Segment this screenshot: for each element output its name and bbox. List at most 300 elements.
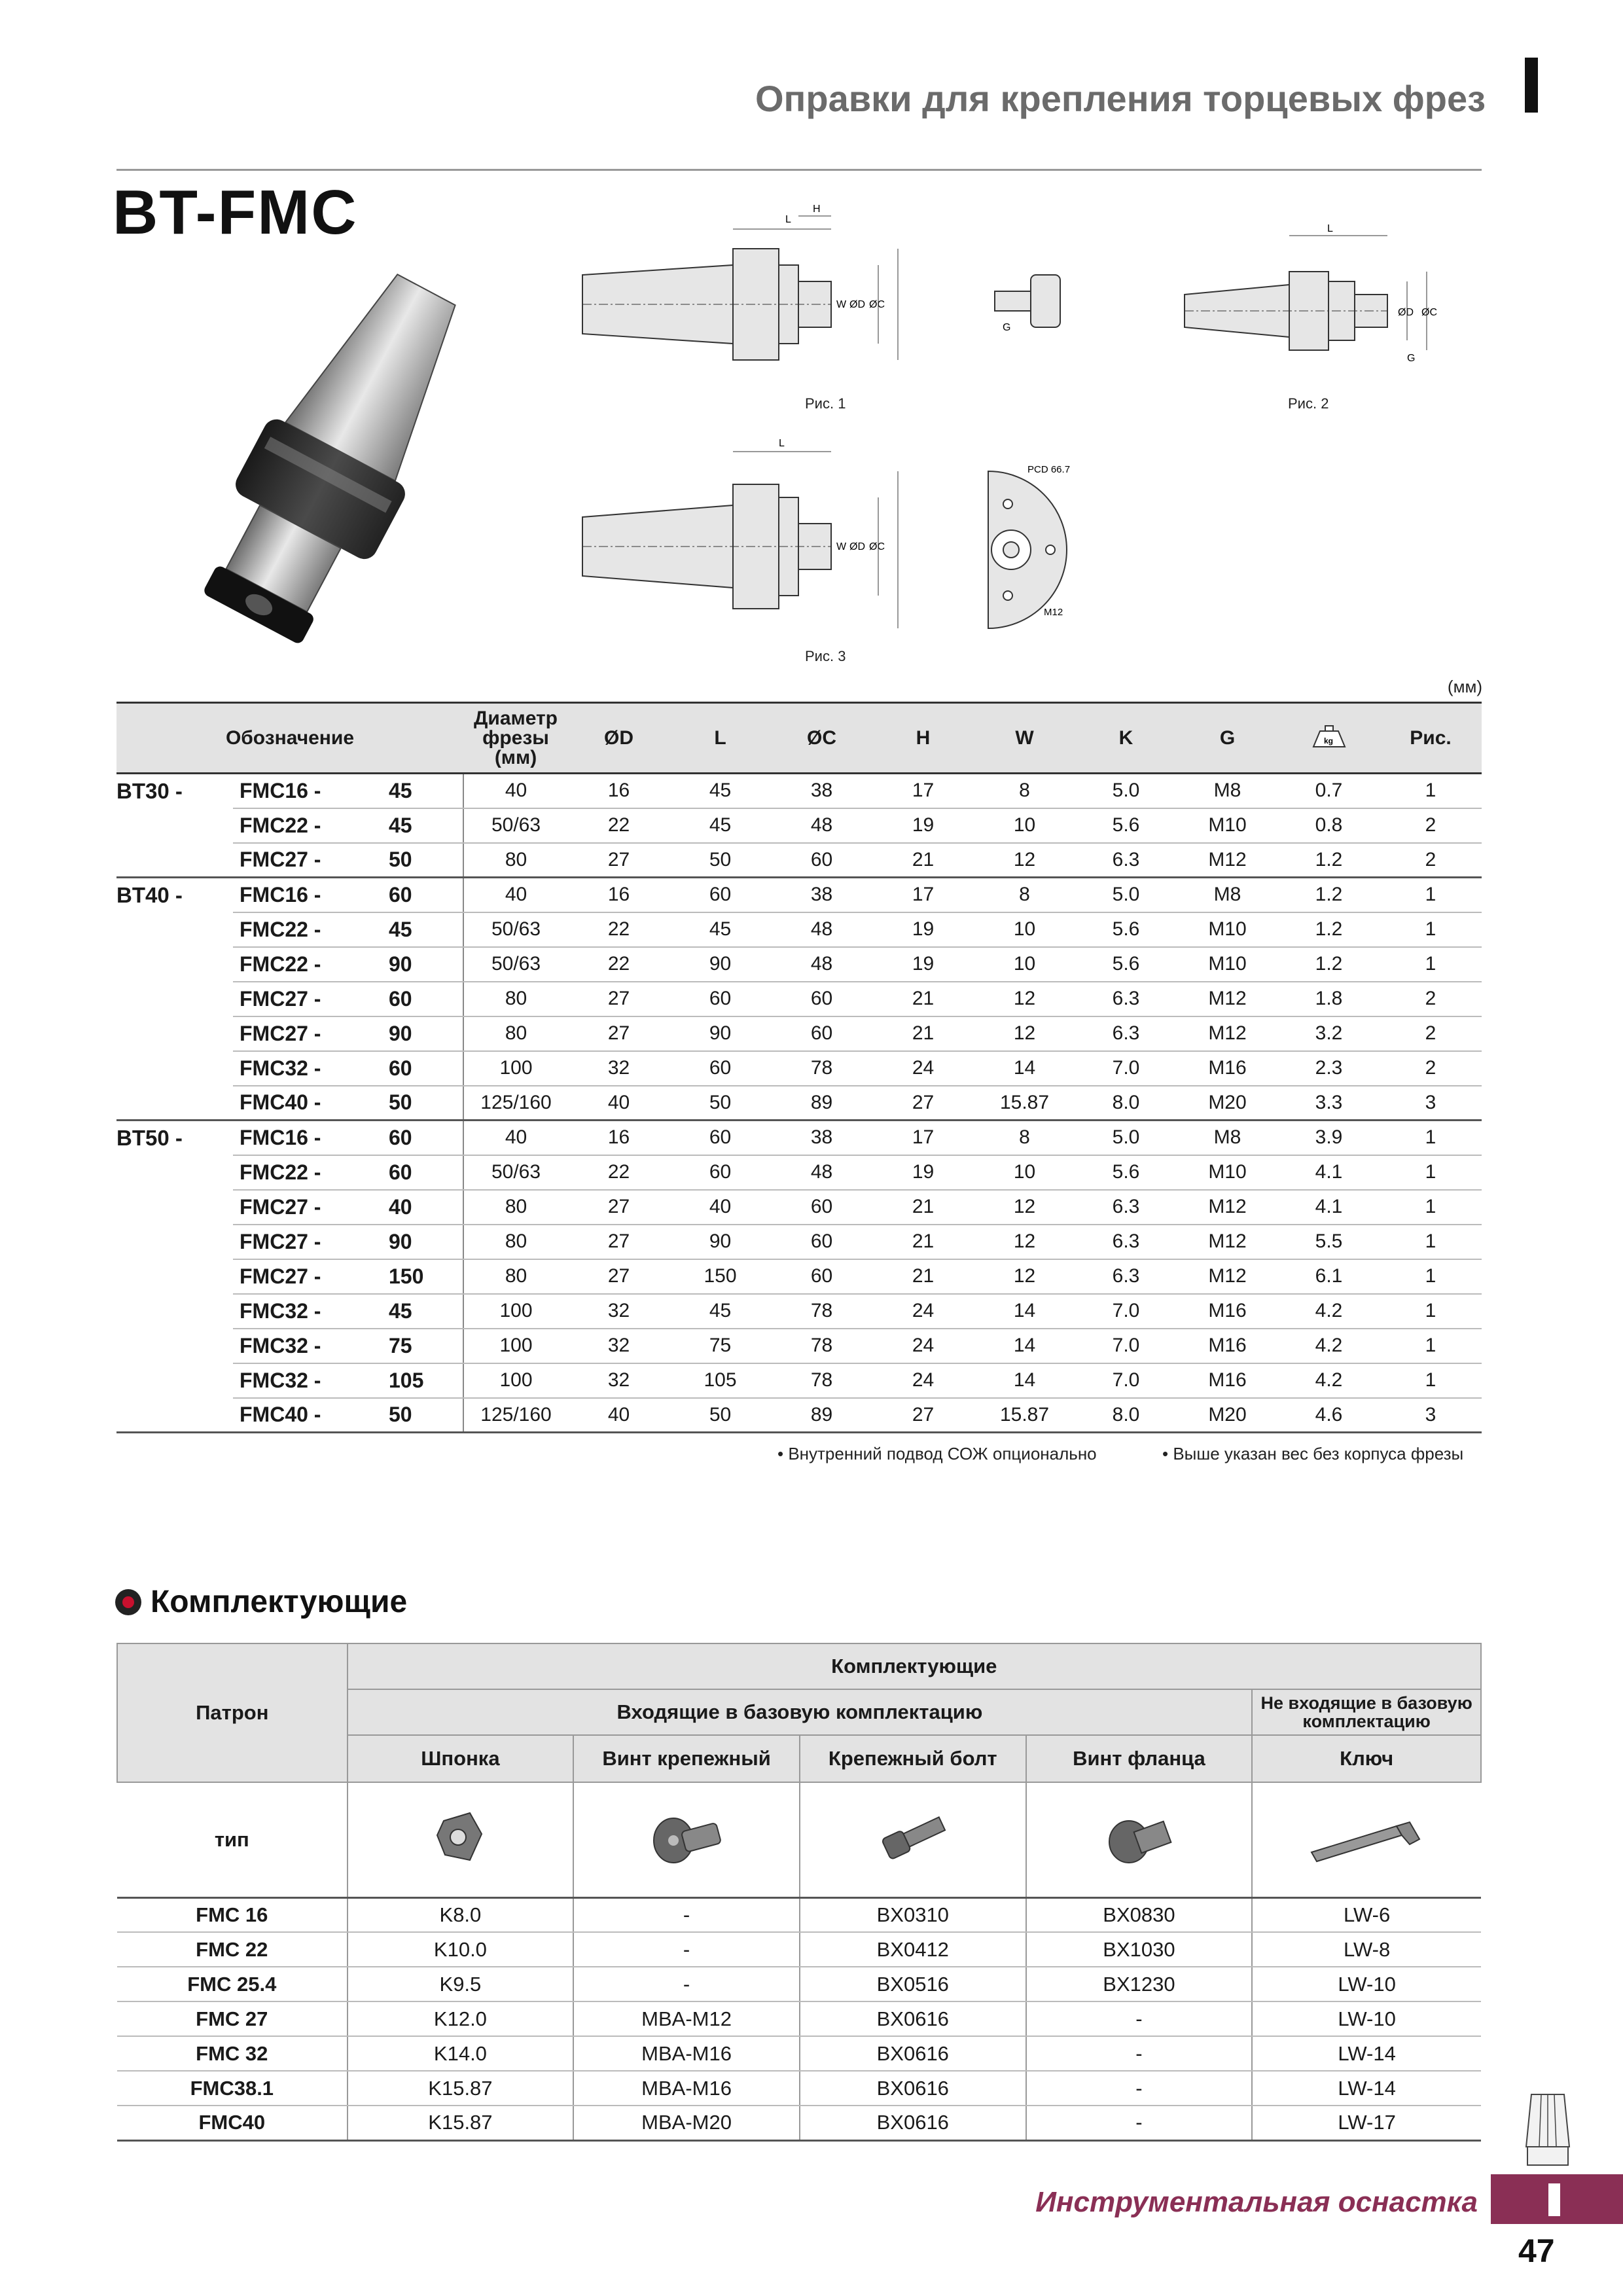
spec-cell: 48 xyxy=(771,1155,872,1190)
spec-row xyxy=(116,774,1482,808)
accessory-cell: - xyxy=(573,1932,800,1967)
spec-cell: 48 xyxy=(771,912,872,947)
spec-cell: 14 xyxy=(974,1329,1075,1363)
spec-cell: 32 xyxy=(568,1329,669,1363)
spec-cell: 16 xyxy=(568,878,669,912)
spec-cell: 60 xyxy=(771,1016,872,1051)
product-title: BT-FMC xyxy=(113,177,358,247)
spec-cell: 0.8 xyxy=(1278,808,1380,843)
spec-cell: 100 xyxy=(463,1051,568,1086)
spec-cell: 17 xyxy=(872,878,974,912)
spec-cell: 24 xyxy=(872,1294,974,1329)
fmc-cell: FMC40 - xyxy=(233,1398,385,1433)
fix-bolt-image xyxy=(800,1782,1026,1897)
spec-cell: 21 xyxy=(872,1259,974,1294)
spec-cell: 5.6 xyxy=(1075,947,1177,982)
spec-cell: 24 xyxy=(872,1051,974,1086)
spec-cell: 4.2 xyxy=(1278,1363,1380,1398)
fig3-dim-OC-label: ØC xyxy=(869,541,885,552)
spec-cell: 16 xyxy=(568,1121,669,1155)
spec-cell: 22 xyxy=(568,912,669,947)
accessory-cell: BX0516 xyxy=(800,1967,1026,2001)
spec-cell: 100 xyxy=(463,1363,568,1398)
length-cell: 60 xyxy=(385,982,463,1016)
col-fix-bolt: Крепежный болт xyxy=(800,1735,1026,1782)
note-weight: • Выше указан вес без корпуса фрезы xyxy=(1162,1444,1464,1463)
spec-cell: 32 xyxy=(568,1294,669,1329)
spec-cell: 50/63 xyxy=(463,808,568,843)
key-image xyxy=(348,1782,574,1897)
accessory-cell: BX1030 xyxy=(1026,1932,1253,1967)
spec-cell: 12 xyxy=(974,1259,1075,1294)
col-w: W xyxy=(974,703,1075,774)
spec-cell: 45 xyxy=(669,774,771,808)
spec-cell: 4.1 xyxy=(1278,1190,1380,1225)
series-cell xyxy=(116,1190,233,1225)
spec-cell: 2 xyxy=(1380,1051,1482,1086)
spec-cell: 78 xyxy=(771,1329,872,1363)
spec-cell: 24 xyxy=(872,1363,974,1398)
spec-cell: 22 xyxy=(568,808,669,843)
spec-cell: M8 xyxy=(1177,1121,1278,1155)
spec-cell: 50/63 xyxy=(463,1155,568,1190)
series-cell xyxy=(116,982,233,1016)
spec-cell: 50/63 xyxy=(463,947,568,982)
spec-cell: M16 xyxy=(1177,1051,1278,1086)
fig3-dim-W-label: W xyxy=(836,541,847,552)
spec-row xyxy=(116,1086,1482,1121)
spec-cell: 90 xyxy=(669,947,771,982)
spec-cell: 8.0 xyxy=(1075,1086,1177,1121)
col-cutter-diameter: Диаметр фрезы (мм) xyxy=(463,703,568,774)
spec-cell: 78 xyxy=(771,1051,872,1086)
fig1-label: Рис. 1 xyxy=(805,395,846,412)
spec-cell: 45 xyxy=(669,912,771,947)
spec-cell: 19 xyxy=(872,1155,974,1190)
flange-screw-part-icon xyxy=(1096,1801,1181,1873)
spec-cell: 100 xyxy=(463,1329,568,1363)
spec-cell: 1 xyxy=(1380,1294,1482,1329)
spec-cell: 27 xyxy=(568,843,669,878)
spec-row xyxy=(116,1155,1482,1190)
spec-cell: 21 xyxy=(872,1190,974,1225)
fmc-cell: FMC32 - xyxy=(233,1363,385,1398)
spec-cell: 40 xyxy=(463,774,568,808)
drawing-fig1 xyxy=(576,203,942,393)
fig2-dim-OC-label: ØC xyxy=(1421,307,1437,318)
spec-cell: 5.0 xyxy=(1075,878,1177,912)
spec-cell: 27 xyxy=(872,1398,974,1433)
series-cell xyxy=(116,1225,233,1259)
spec-cell: 27 xyxy=(568,1016,669,1051)
accessory-cell: MBA-M12 xyxy=(573,2001,800,2036)
col-od: ØD xyxy=(568,703,669,774)
fmc-cell: FMC16 - xyxy=(233,878,385,912)
series-cell xyxy=(116,1051,233,1086)
fmc-cell: FMC22 - xyxy=(233,1155,385,1190)
spec-cell: 16 xyxy=(568,774,669,808)
fmc-cell: FMC22 - xyxy=(233,947,385,982)
accessory-cell: - xyxy=(1026,2106,1253,2140)
accessory-cell: LW-17 xyxy=(1252,2106,1481,2140)
dim-H-label: H xyxy=(813,204,821,215)
spec-cell: 7.0 xyxy=(1075,1329,1177,1363)
spec-cell: 12 xyxy=(974,1190,1075,1225)
spec-cell: M10 xyxy=(1177,1155,1278,1190)
spec-cell: 3.3 xyxy=(1278,1086,1380,1121)
fmc-cell: FMC27 - xyxy=(233,1190,385,1225)
spec-cell: M12 xyxy=(1177,1190,1278,1225)
spec-cell: 45 xyxy=(669,1294,771,1329)
spec-cell: 80 xyxy=(463,1190,568,1225)
spec-cell: 3 xyxy=(1380,1398,1482,1433)
length-cell: 150 xyxy=(385,1259,463,1294)
spec-row xyxy=(116,947,1482,982)
spec-cell: 50 xyxy=(669,843,771,878)
col-key: Шпонка xyxy=(348,1735,574,1782)
spec-cell: 10 xyxy=(974,1155,1075,1190)
spec-cell: 4.1 xyxy=(1278,1155,1380,1190)
key-drawing xyxy=(988,262,1073,334)
spec-row xyxy=(116,1329,1482,1363)
key-part-icon xyxy=(424,1801,496,1873)
collet-icon xyxy=(1518,2088,1577,2173)
accessory-cell: K10.0 xyxy=(348,1932,574,1967)
accessory-cell: LW-10 xyxy=(1252,2001,1481,2036)
spec-cell: 19 xyxy=(872,808,974,843)
accessory-cell: BX0616 xyxy=(800,2106,1026,2140)
accessory-cell: BX0412 xyxy=(800,1932,1026,1967)
type-label: тип xyxy=(117,1782,348,1897)
length-cell: 45 xyxy=(385,1294,463,1329)
spec-cell: 89 xyxy=(771,1086,872,1121)
spec-cell: 80 xyxy=(463,1016,568,1051)
fmc-cell: FMC22 - xyxy=(233,912,385,947)
length-cell: 50 xyxy=(385,843,463,878)
accessory-cell: LW-10 xyxy=(1252,1967,1481,2001)
accessory-cell: - xyxy=(573,1967,800,2001)
fix-bolt-part-icon xyxy=(870,1801,955,1873)
length-cell: 45 xyxy=(385,774,463,808)
spec-cell: 5.0 xyxy=(1075,774,1177,808)
weight-icon xyxy=(1311,723,1347,749)
fmc-cell: FMC27 - xyxy=(233,1016,385,1051)
footer-chapter-block xyxy=(1491,2174,1623,2224)
dim-G-label-key: G xyxy=(1003,322,1011,333)
spec-cell: 60 xyxy=(771,1225,872,1259)
chuck-cell: FMC 27 xyxy=(117,2001,348,2036)
series-cell xyxy=(116,1294,233,1329)
spec-cell: M8 xyxy=(1177,774,1278,808)
spec-cell: M20 xyxy=(1177,1086,1278,1121)
series-cell xyxy=(116,1363,233,1398)
spec-cell: 38 xyxy=(771,1121,872,1155)
spec-cell: 3 xyxy=(1380,1086,1482,1121)
spec-cell: 1 xyxy=(1380,1121,1482,1155)
series-cell: BT50 - xyxy=(116,1125,183,1150)
spec-cell: 60 xyxy=(669,1121,771,1155)
spec-row xyxy=(116,808,1482,843)
spec-cell: 21 xyxy=(872,1225,974,1259)
spec-cell: 4.2 xyxy=(1278,1329,1380,1363)
spec-cell: M12 xyxy=(1177,1016,1278,1051)
header-divider xyxy=(116,169,1482,171)
wrench-part-icon xyxy=(1305,1801,1429,1873)
spec-cell: 6.3 xyxy=(1075,843,1177,878)
spec-cell: M10 xyxy=(1177,912,1278,947)
footer-section-name: Инструментальная оснастка xyxy=(1035,2186,1478,2218)
spec-row xyxy=(116,1294,1482,1329)
col-chuck: Патрон xyxy=(117,1643,348,1782)
dim-OC-label: ØC xyxy=(869,299,885,310)
spec-cell: 27 xyxy=(568,982,669,1016)
spec-cell: 2 xyxy=(1380,1016,1482,1051)
accessory-cell: BX0830 xyxy=(1026,1897,1253,1932)
length-cell: 40 xyxy=(385,1190,463,1225)
spec-cell: 1 xyxy=(1380,947,1482,982)
spec-cell: 17 xyxy=(872,774,974,808)
spec-cell: 4.2 xyxy=(1278,1294,1380,1329)
pcd-label: PCD 66.7 xyxy=(1027,464,1071,475)
spec-cell: M12 xyxy=(1177,1259,1278,1294)
spec-cell: 6.1 xyxy=(1278,1259,1380,1294)
chapter-marker-bar xyxy=(1525,58,1538,113)
spec-cell: 60 xyxy=(669,982,771,1016)
spec-row xyxy=(116,878,1482,912)
flange-front-view xyxy=(982,458,1093,641)
accessory-row xyxy=(117,2001,1481,2036)
spec-cell: 60 xyxy=(669,878,771,912)
chuck-cell: FMC40 xyxy=(117,2106,348,2140)
spec-table xyxy=(116,702,1482,1433)
tool-holder-photo xyxy=(144,255,537,661)
fmc-cell: FMC32 - xyxy=(233,1329,385,1363)
spec-cell: 22 xyxy=(568,1155,669,1190)
spec-cell: M12 xyxy=(1177,843,1278,878)
fmc-cell: FMC22 - xyxy=(233,808,385,843)
accessory-cell: LW-14 xyxy=(1252,2071,1481,2106)
spec-cell: 2 xyxy=(1380,808,1482,843)
length-cell: 60 xyxy=(385,1121,463,1155)
spec-cell: 8 xyxy=(974,878,1075,912)
chuck-cell: FMC38.1 xyxy=(117,2071,348,2106)
accessory-row xyxy=(117,2036,1481,2071)
spec-row xyxy=(116,1398,1482,1433)
fmc-cell: FMC32 - xyxy=(233,1051,385,1086)
spec-cell: 60 xyxy=(669,1155,771,1190)
spec-row xyxy=(116,843,1482,878)
spec-cell: 75 xyxy=(669,1329,771,1363)
spec-cell: 32 xyxy=(568,1363,669,1398)
spec-cell: 150 xyxy=(669,1259,771,1294)
col-l: L xyxy=(669,703,771,774)
spec-cell: M12 xyxy=(1177,982,1278,1016)
fmc-cell: FMC16 - xyxy=(233,774,385,808)
accessory-cell: MBA-M20 xyxy=(573,2106,800,2140)
spec-cell: 48 xyxy=(771,947,872,982)
dim-OD-label: ØD xyxy=(849,299,865,310)
spec-cell: M16 xyxy=(1177,1329,1278,1363)
dim-W-label: W xyxy=(836,299,847,310)
accessory-cell: K14.0 xyxy=(348,2036,574,2071)
spec-cell: M8 xyxy=(1177,878,1278,912)
accessories-table xyxy=(116,1643,1482,2142)
length-cell: 50 xyxy=(385,1398,463,1433)
spec-row xyxy=(116,1121,1482,1155)
fig2-dim-G-label: G xyxy=(1407,353,1416,364)
col-included: Входящие в базовую комплектацию xyxy=(348,1689,1253,1735)
fmc-cell: FMC16 - xyxy=(233,1121,385,1155)
fmc-cell: FMC27 - xyxy=(233,843,385,878)
accessory-cell: K12.0 xyxy=(348,2001,574,2036)
spec-cell: 5.5 xyxy=(1278,1225,1380,1259)
spec-cell: 60 xyxy=(771,1190,872,1225)
accessory-cell: K15.87 xyxy=(348,2106,574,2140)
col-fig: Рис. xyxy=(1380,703,1482,774)
spec-cell: 60 xyxy=(771,843,872,878)
series-cell: BT40 - xyxy=(116,882,183,907)
spec-cell: 27 xyxy=(568,1190,669,1225)
spec-cell: 5.6 xyxy=(1075,808,1177,843)
length-cell: 60 xyxy=(385,878,463,912)
accessory-row xyxy=(117,2071,1481,2106)
spec-cell: 1 xyxy=(1380,878,1482,912)
col-fix-screw: Винт крепежный xyxy=(573,1735,800,1782)
chuck-cell: FMC 25.4 xyxy=(117,1967,348,2001)
weight-icon-text: kg xyxy=(1323,736,1333,745)
spec-cell: 1.2 xyxy=(1278,912,1380,947)
spec-cell: M12 xyxy=(1177,1225,1278,1259)
spec-cell: 80 xyxy=(463,1259,568,1294)
spec-row xyxy=(116,1016,1482,1051)
spec-cell: M16 xyxy=(1177,1363,1278,1398)
length-cell: 50 xyxy=(385,1086,463,1121)
spec-row xyxy=(116,1363,1482,1398)
accessory-cell: LW-6 xyxy=(1252,1897,1481,1932)
spec-cell: M20 xyxy=(1177,1398,1278,1433)
spec-cell: 17 xyxy=(872,1121,974,1155)
section-bullet-icon xyxy=(115,1589,141,1615)
chuck-cell: FMC 22 xyxy=(117,1932,348,1967)
length-cell: 90 xyxy=(385,1016,463,1051)
spec-cell: 6.3 xyxy=(1075,1259,1177,1294)
spec-cell: 12 xyxy=(974,1016,1075,1051)
spec-cell: 6.3 xyxy=(1075,1225,1177,1259)
col-accessories-group: Комплектующие xyxy=(348,1643,1481,1689)
accessory-cell: LW-8 xyxy=(1252,1932,1481,1967)
spec-cell: 60 xyxy=(771,982,872,1016)
spec-cell: 10 xyxy=(974,912,1075,947)
col-designation: Обозначение xyxy=(116,703,463,774)
spec-cell: 5.6 xyxy=(1075,1155,1177,1190)
spec-cell: 2 xyxy=(1380,843,1482,878)
spec-cell: 14 xyxy=(974,1363,1075,1398)
spec-cell: 0.7 xyxy=(1278,774,1380,808)
spec-cell: 21 xyxy=(872,1016,974,1051)
fig2-dim-L-label: L xyxy=(1327,223,1333,234)
spec-cell: 14 xyxy=(974,1051,1075,1086)
fig2-dim-OD-label: ØD xyxy=(1398,307,1414,318)
spec-cell: 1 xyxy=(1380,1259,1482,1294)
spec-cell: 12 xyxy=(974,843,1075,878)
length-cell: 45 xyxy=(385,912,463,947)
spec-row xyxy=(116,1259,1482,1294)
spec-cell: 100 xyxy=(463,1294,568,1329)
fmc-cell: FMC32 - xyxy=(233,1294,385,1329)
spec-cell: 40 xyxy=(463,878,568,912)
spec-cell: 1.2 xyxy=(1278,878,1380,912)
spec-cell: 1 xyxy=(1380,1155,1482,1190)
fig3-dim-OD-label: ØD xyxy=(849,541,865,552)
accessory-cell: BX1230 xyxy=(1026,1967,1253,2001)
accessory-row xyxy=(117,1967,1481,2001)
length-cell: 75 xyxy=(385,1329,463,1363)
accessory-cell: LW-14 xyxy=(1252,2036,1481,2071)
spec-cell: 40 xyxy=(568,1398,669,1433)
drawing-fig2 xyxy=(1178,216,1505,386)
spec-cell: 1 xyxy=(1380,1225,1482,1259)
spec-cell: 60 xyxy=(771,1259,872,1294)
units-label: (мм) xyxy=(1447,677,1482,696)
spec-cell: 1 xyxy=(1380,1329,1482,1363)
accessory-cell: BX0310 xyxy=(800,1897,1026,1932)
length-cell: 60 xyxy=(385,1051,463,1086)
accessories-title: Комплектующие xyxy=(115,1584,407,1620)
series-cell xyxy=(116,1155,233,1190)
accessory-cell: K15.87 xyxy=(348,2071,574,2106)
spec-cell: 2 xyxy=(1380,982,1482,1016)
accessory-cell: - xyxy=(573,1897,800,1932)
spec-cell: 40 xyxy=(669,1190,771,1225)
accessory-cell: BX0616 xyxy=(800,2071,1026,2106)
accessory-cell: K8.0 xyxy=(348,1897,574,1932)
spec-row xyxy=(116,1190,1482,1225)
spec-row xyxy=(116,982,1482,1016)
spec-cell: 32 xyxy=(568,1051,669,1086)
spec-cell: 12 xyxy=(974,1225,1075,1259)
spec-cell: 4.6 xyxy=(1278,1398,1380,1433)
page-header-title: Оправки для крепления торцевых фрез xyxy=(755,78,1486,119)
m12-label: M12 xyxy=(1044,607,1063,618)
col-g: G xyxy=(1177,703,1278,774)
series-cell xyxy=(116,808,233,843)
spec-cell: 80 xyxy=(463,1225,568,1259)
fmc-cell: FMC27 - xyxy=(233,1225,385,1259)
spec-cell: 78 xyxy=(771,1363,872,1398)
spec-cell: 6.3 xyxy=(1075,1190,1177,1225)
fig2-label: Рис. 2 xyxy=(1288,395,1329,412)
spec-cell: 105 xyxy=(669,1363,771,1398)
series-cell xyxy=(116,1016,233,1051)
spec-row xyxy=(116,1051,1482,1086)
spec-cell: 40 xyxy=(568,1086,669,1121)
spec-cell: 5.6 xyxy=(1075,912,1177,947)
spec-cell: 15.87 xyxy=(974,1398,1075,1433)
col-flange-screw: Винт фланца xyxy=(1026,1735,1253,1782)
spec-cell: 1 xyxy=(1380,912,1482,947)
spec-cell: 89 xyxy=(771,1398,872,1433)
spec-cell: 8.0 xyxy=(1075,1398,1177,1433)
spec-row xyxy=(116,912,1482,947)
length-cell: 90 xyxy=(385,1225,463,1259)
spec-cell: 125/160 xyxy=(463,1086,568,1121)
spec-cell: 7.0 xyxy=(1075,1363,1177,1398)
accessory-cell: - xyxy=(1026,2036,1253,2071)
drawing-fig3 xyxy=(576,432,942,641)
fmc-cell: FMC27 - xyxy=(233,982,385,1016)
fix-screw-part-icon xyxy=(644,1801,729,1873)
spec-cell: M16 xyxy=(1177,1294,1278,1329)
